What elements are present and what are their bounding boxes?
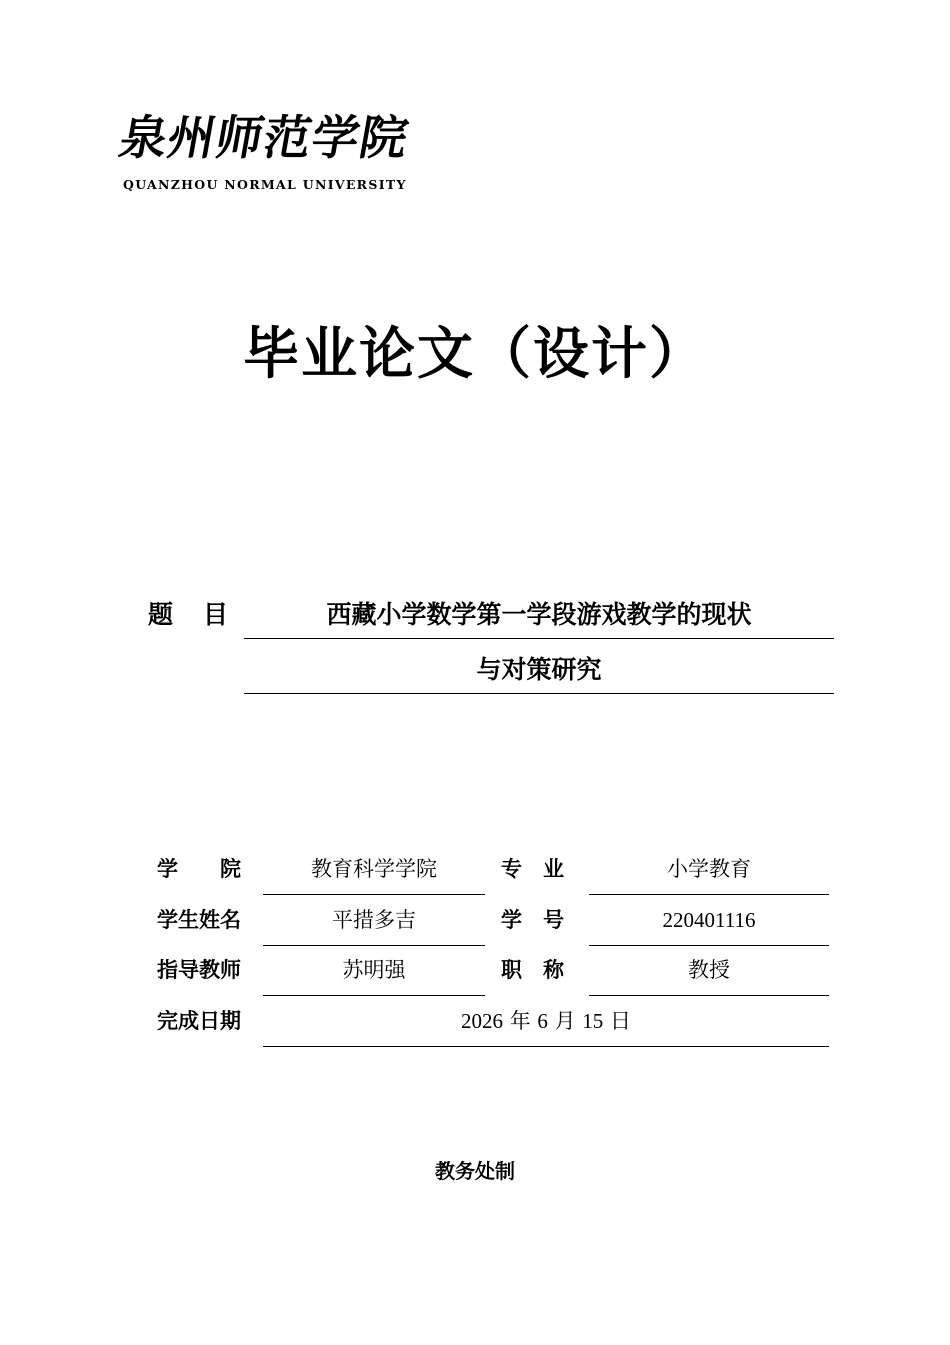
issuing-office: 教务处制 [435, 1159, 515, 1183]
date-day-unit: 日 [609, 1009, 631, 1033]
student-name-value: 平措多吉 [332, 908, 416, 932]
topic-underline-2 [244, 693, 834, 694]
academic-title-underline [589, 995, 829, 996]
student-name-underline [263, 945, 485, 946]
academic-title-label: 职 称 [501, 958, 564, 982]
date-month-unit: 月 [554, 1009, 576, 1033]
date-day: 15 [582, 1009, 604, 1033]
topic-title-line-2: 与对策研究 [476, 655, 602, 684]
topic-label [148, 598, 228, 632]
document-title: 毕业论文（设计） [243, 322, 707, 387]
topic-label-char-2: 目 [203, 600, 229, 629]
topic-underline-1 [244, 638, 834, 639]
student-id-underline [589, 945, 829, 946]
student-name-label: 学生姓名 [157, 908, 241, 932]
student-id-value: 220401116 [662, 908, 756, 932]
completion-date-underline [263, 1046, 829, 1047]
academic-title-value: 教授 [688, 958, 730, 982]
university-logo-chinese: 泉州师范学院 [115, 111, 413, 166]
topic-title-line-1: 西藏小学数学第一学段游戏教学的现状 [326, 600, 752, 629]
advisor-underline [263, 995, 485, 996]
completion-date-value [263, 1006, 829, 1036]
major-value: 小学教育 [667, 857, 751, 881]
date-month: 6 [537, 1009, 548, 1033]
date-year-unit: 年 [509, 1009, 531, 1033]
topic-label-char-1: 题 [148, 600, 174, 629]
major-label: 专 业 [501, 857, 564, 881]
student-id-label: 学 号 [501, 908, 564, 932]
college-label: 学 院 [157, 857, 241, 881]
college-value: 教育科学学院 [311, 857, 437, 881]
completion-date-label: 完成日期 [157, 1009, 241, 1033]
college-underline [263, 894, 485, 895]
advisor-value: 苏明强 [342, 958, 406, 982]
advisor-label: 指导教师 [157, 958, 241, 982]
date-year: 2026 [461, 1009, 504, 1033]
university-logo-english: QUANZHOU NORMAL UNIVERSITY [123, 177, 407, 192]
major-underline [589, 894, 829, 895]
